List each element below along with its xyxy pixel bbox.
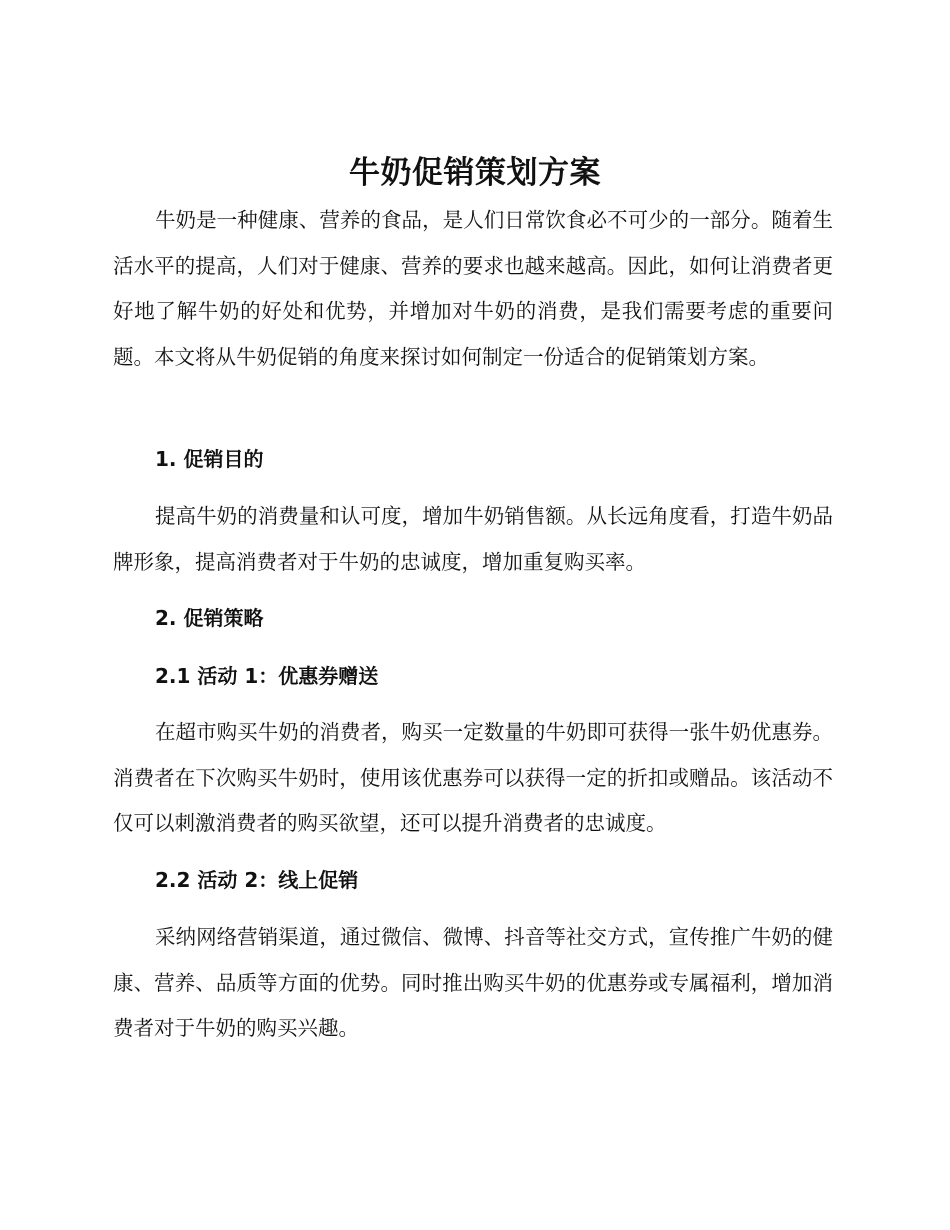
section-body-activity-1: 在超市购买牛奶的消费者，购买一定数量的牛奶即可获得一张牛奶优惠券。消费者在下次购买牛奶时，使用该优惠券可以获得一定的折扣或赠品。该活动不仅可以刺激消费者的购买欲望，还可以提升消费者的忠诚度。	[113, 720, 833, 835]
section-heading-purpose: 1. 促销目的	[155, 447, 264, 471]
section-body-activity-2: 采纳网络营销渠道，通过微信、微博、抖音等社交方式，宣传推广牛奶的健康、营养、品质等方面的优势。同时推出购买牛奶的优惠券或专属福利，增加消费者对于牛奶的购买兴趣。	[113, 925, 833, 1040]
section-heading-strategy: 2. 促销策略	[155, 606, 264, 630]
section-body-purpose: 提高牛奶的消费量和认可度，增加牛奶销售额。从长远角度看，打造牛奶品牌形象，提高消费者对于牛奶的忠诚度，增加重复购买率。	[113, 504, 833, 574]
section-heading-activity-2: 2.2 活动 2：线上促销	[155, 868, 359, 892]
document-title: 牛奶促销策划方案	[349, 155, 601, 191]
section-heading-activity-1: 2.1 活动 1：优惠券赠送	[155, 664, 379, 688]
intro-paragraph: 牛奶是一种健康、营养的食品，是人们日常饮食必不可少的一部分。随着生活水平的提高，人们对于健康、营养的要求也越来越高。因此，如何让消费者更好地了解牛奶的好处和优势，并增加对牛奶的消费，是我们需要考虑的重要问题。本文将从牛奶促销的角度来探讨如何制定一份适合的促销策划方案。	[113, 208, 833, 369]
